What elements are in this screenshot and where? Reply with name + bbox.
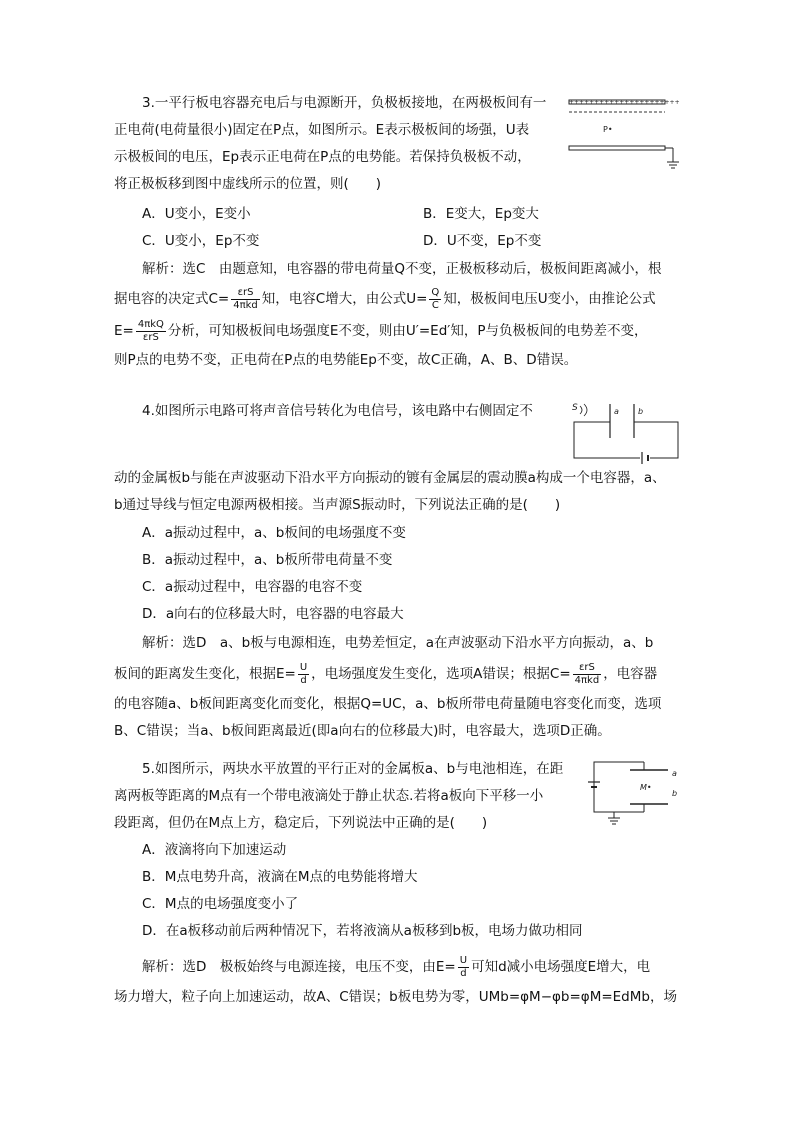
q4-line1: 4.如图所示电路可将声音信号转化为电信号，该电路中右侧固定不 (142, 403, 533, 419)
q4-ans-line1: 解析：选D a、b板与电源相连，电势差恒定，a在声波驱动下沿水平方向振动，a、b (142, 635, 654, 651)
q3-capacitor-figure (565, 96, 683, 174)
q4-line2: 动的金属板b与能在声波驱动下沿水平方向振动的镀有金属层的震动膜a构成一个电容器，a、 (114, 470, 666, 486)
q3-ans-line4: 则P点的电势不变，正电荷在P点的电势能Ep不变，故C正确，A、B、D错误。 (114, 352, 578, 368)
q4-option-b: B．a振动过程中，a、b板所带电荷量不变 (142, 552, 393, 568)
q3-line4: 将正极板移到图中虚线所示的位置，则( ) (114, 176, 382, 192)
q4-solution (114, 630, 680, 745)
q5-point-m: M• (640, 783, 652, 792)
q3-ans-line2: 据电容的决定式C= $\frac{\text{εrS}}{\text{4πkd}}$ 知，电容C增大，由公式U= $\frac{Q}{C}$ 知，极板间电压U变小，由推论公式 (114, 286, 656, 311)
q4-line3: b通过导线与恒定电源两极相接。当声源S振动时，下列说法正确的是( ) (114, 497, 561, 513)
capacitance-formula: $\frac{\text{εrS}}{\text{4πkd}}$ (574, 661, 600, 686)
field-formula: $\frac{U}{d}$ (459, 954, 468, 979)
q3-option-b: B．E变大，Ep变大 (423, 206, 539, 222)
q5-option-d: D．在a板移动前后两种情况下，若将液滴从a板移到b板，电场力做功相同 (142, 923, 583, 939)
q4-option-c: C．a振动过程中，电容器的电容不变 (142, 579, 363, 595)
q4-option-d: D．a向右的位移最大时，电容器的电容最大 (142, 606, 404, 622)
q3-line2: 正电荷(电荷量很小)固定在P点，如图所示。E表示极板间的场强，U表 (114, 122, 530, 138)
q5-label-a: a (672, 769, 677, 778)
q3-option-d: D．U不变，Ep不变 (423, 233, 542, 249)
q5-line3: 段距离，但仍在M点上方，稳定后，下列说法中正确的是( ) (114, 815, 488, 831)
voltage-formula: $\frac{Q}{C}$ (431, 286, 440, 311)
q3-ans-line1: 解析：选C 由题意知，电容器的带电荷量Q不变，正极板移动后，极板间距离减小，根 (142, 261, 662, 277)
q3-plus-signs: ++++++++++++++++++++++ (569, 99, 680, 106)
q3-option-a: A．U变小，E变小 (142, 206, 251, 222)
q5-line2: 离两板等距离的M点有一个带电液滴处于静止状态.若将a板向下平移一小 (114, 788, 544, 804)
capacitance-formula: $\frac{\text{εrS}}{\text{4πkd}}$ (233, 286, 258, 311)
q3-line3: 示极板间的电压，Ep表示正电荷在P点的电势能。若保持负极板不动， (114, 149, 531, 165)
q4-option-a: A．a振动过程中，a、b板间的电场强度不变 (142, 525, 406, 541)
q4-ans-line4: B、C错误；当a、b板间距离最近(即a向右的位移最大)时，电容最大，选项D正确。 (114, 723, 611, 739)
q5-option-a: A．液滴将向下加速运动 (142, 842, 287, 858)
q5-ans-line1: 解析：选D 极板始终与电源连接，电压不变，由E= $\frac{U}{d}$ 可知d减小电场强度E增大，电 (142, 954, 651, 979)
q5-option-b: B．M点电势升高，液滴在M点的电势能将增大 (142, 869, 418, 885)
q4-label-a: a (614, 407, 619, 416)
q3-negative-plate (569, 146, 665, 150)
field-formula: $\frac{U}{d}$ (299, 661, 308, 686)
q3-point-p: P• (603, 125, 613, 134)
q4-circuit-figure (570, 398, 682, 466)
q3-line1: 3.一平行板电容器充电后与电源断开，负极板接地，在两极板间有一 (142, 95, 547, 111)
q4-wire-right (634, 422, 678, 458)
q5-option-c: C．M点的电场强度变小了 (142, 896, 299, 912)
q5-solution (114, 950, 680, 1011)
q5-line1: 5.如图所示，两块水平放置的平行正对的金属板a、b与电池相连，在距 (142, 761, 564, 777)
q4-ans-line3: 的电容随a、b板间距离变化而变化，根据Q=UC，a、b板所带电荷量随电容变化而变，选项 (114, 696, 662, 712)
q5-ans-line2: 场力增大，粒子向上加速运动，故A、C错误；b板电势为零，UMb=φM−φb=φM=EdMb，场 (114, 989, 677, 1005)
q3-solution (114, 256, 680, 374)
q3-option-c: C．U变小，Ep不变 (142, 233, 260, 249)
q4-ans-line2: 板间的距离发生变化，根据E= $\frac{U}{d}$ ，电场强度发生变化，选项A错误；根据C= $\frac{\text{εrS}}{\text{4πkd}}$ ，电容器 (114, 661, 658, 686)
q4-wire-left (574, 422, 640, 458)
sound-wave-icon (580, 404, 587, 416)
q3-ans-line3: E= $\frac{\text{4πkQ}}{\text{εrS}}$ 分析，可知极板间电场强度E不变，则由U′=Ed′知，P与负极板间的电势差不变， (114, 318, 648, 343)
q5-circuit-figure (584, 756, 684, 828)
field-formula: $\frac{\text{4πkQ}}{\text{εrS}}$ (137, 318, 164, 343)
q5-label-b: b (672, 789, 678, 798)
q4-label-b: b (638, 407, 644, 416)
q4-source-label: S (572, 403, 578, 413)
